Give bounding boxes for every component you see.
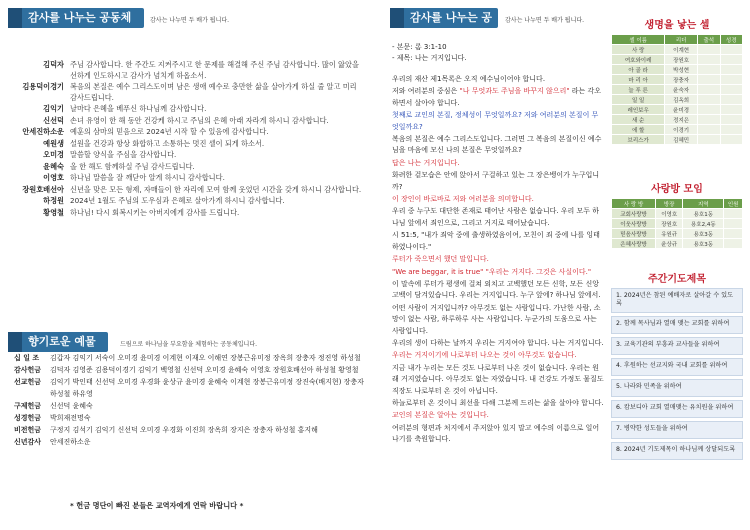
sermon-body xyxy=(392,74,605,447)
love-title: 사랑방 모임 xyxy=(651,184,703,195)
love-cell: 은혜사랑방 xyxy=(612,239,656,249)
sermon-paragraph xyxy=(392,158,605,169)
cell-cell xyxy=(698,105,720,115)
cell-row xyxy=(612,75,743,85)
gratitude-row xyxy=(18,139,363,150)
cell-cell xyxy=(698,65,720,75)
cell-cell: 아 골 라 xyxy=(612,65,665,75)
sermon-paragraph xyxy=(392,267,605,278)
offering-row xyxy=(14,400,364,412)
gratitude-row xyxy=(18,82,363,103)
cell-cell xyxy=(720,55,743,65)
sermon-paragraph xyxy=(392,350,605,361)
cell-cell: 윤미경 xyxy=(665,105,698,115)
love-header-cell: 지역 xyxy=(683,199,724,209)
offering-row xyxy=(14,364,364,376)
sermon-paragraph xyxy=(392,74,605,85)
sermon-paragraph xyxy=(392,170,605,193)
cell-row xyxy=(612,95,743,105)
cell-cell xyxy=(698,85,720,95)
sermon-text: "We are beggar, it is true" "우리는 거지다. 그것은 사실이다." xyxy=(392,267,592,276)
love-cell: 용호2,4동 xyxy=(683,219,724,229)
sermon-text: 복음의 본질은 예수 그리스도입니다. 그러면 그 복음의 본질이신 예수님을 마음에 모신 나의 본질은 무엇일까요? xyxy=(392,135,602,155)
offering-row xyxy=(14,424,364,436)
sermon-paragraph xyxy=(392,338,605,349)
gratitude-row xyxy=(18,208,363,219)
sermon-text: 지금 내가 누리는 모든 것도 나로부터 나온 것이 없습니다. 우리는 원래 거지였습니다. 아무것도 없는 자였습니다. 내 건강도 가정도 물질도 직장도 나로부터 온 것이 아닙니다. xyxy=(392,363,604,395)
cell-cell: 에 할 xyxy=(612,125,665,135)
cell-cell: 여호와이레 xyxy=(612,55,665,65)
cell-cell: 이경기 xyxy=(665,125,698,135)
love-cell: 이영호 xyxy=(656,209,683,219)
offering-row xyxy=(14,436,364,448)
cell-cell xyxy=(698,55,720,65)
sermon-text: 교인의 본질은 알아는 것입니다. xyxy=(392,411,489,420)
offering-name: 성경헌금 xyxy=(14,414,42,422)
cell-cell xyxy=(698,135,720,145)
love-cell: 윤상규 xyxy=(656,239,683,249)
cell-row xyxy=(612,115,743,125)
prayer-item: 8. 2024년 기도제목이 하나님께 상달되도록 xyxy=(611,442,743,460)
sermon-text: 우리 중 누구도 대단한 존재로 태어난 사람은 없습니다. 우리 모두 하나님 앞에서 죄인으로, 그리고 거지로 태어났습니다. xyxy=(392,207,600,227)
gratitude-text: 손녀 유영이 한 해 동안 건강케 하시고 주님의 은혜 아래 자라게 하시니 감사합니다. xyxy=(70,115,329,125)
sermon-title: - 제목: 나는 거지입니다. xyxy=(392,54,467,63)
cell-cell xyxy=(698,115,720,125)
love-cell: 믿음사랑방 xyxy=(612,229,656,239)
love-header-cell: 방장 xyxy=(656,199,683,209)
gratitude-row xyxy=(18,127,363,138)
sermon-paragraph xyxy=(392,86,605,109)
cell-header-cell: 출석 xyxy=(698,35,720,45)
love-cell: 용호3동 xyxy=(683,239,724,249)
sermon-paragraph xyxy=(392,194,605,205)
cell-row xyxy=(612,135,743,145)
cell-cell: 레인보우 xyxy=(612,105,665,115)
cell-cell xyxy=(720,65,743,75)
sermon-text: 하늘로부터 온 것이니 최선을 다해 그분께 드리는 삶을 살아야 합니다. xyxy=(392,398,604,407)
prayer-item: 4. 후원하는 선교지와 국내 교회를 위하여 xyxy=(611,358,743,376)
prayer-item: 3. 교육기관의 부흥과 교사들을 위하여 xyxy=(611,337,743,355)
offering-names: 김갑자 김익기 서숙이 오미경 윤미경 이계현 이재오 이해연 장봉근유미정 장옥희 장충자 정진영 하성철 xyxy=(50,354,361,362)
gratitude-text: 신년을 맞은 모든 형제, 자매들이 한 자리에 모여 함께 웃었던 시간을 갖게 하시니 감사합니다. xyxy=(70,184,362,194)
cell-table xyxy=(611,34,743,145)
love-cell: 장원호 xyxy=(656,219,683,229)
gratitude-row xyxy=(18,104,363,115)
offering-header-text: 향기로운 예물 xyxy=(28,335,96,348)
gratitude-name: 김익기 xyxy=(43,104,64,113)
prayer-item: 5. 나라와 민족을 위하여 xyxy=(611,379,743,397)
cell-header-cell: 리더 xyxy=(665,35,698,45)
gratitude-name: 안세진하소운 xyxy=(22,127,64,136)
gratitude-text: 예훈의 삼마의 믿음으로 2024년 시작 할 수 있음에 감사합니다. xyxy=(70,127,269,136)
offering-name: 십 일 조 xyxy=(14,354,40,362)
offering-names: 구정지 김석기 김익기 신선덕 오미경 우경화 이진희 장옥희 장지은 장충자 하성철 홍지해 xyxy=(50,426,318,434)
gratitude-row xyxy=(18,185,363,196)
offering-row xyxy=(14,412,364,424)
prayer-title: 주간기도제목 xyxy=(648,274,706,285)
cell-cell xyxy=(720,75,743,85)
love-cell xyxy=(724,209,743,219)
gratitude-name: 김덕자 xyxy=(43,60,64,69)
prayer-item: 6. 캄보디아 교회 열매맺는 유치원을 위하여 xyxy=(611,400,743,418)
middle-header xyxy=(390,8,498,44)
sermon-meta xyxy=(392,42,605,65)
gratitude-text: 복음의 본질은 예수 그리스도이며 남은 생애 예수로 충만한 삶을 살아가게 하실 줄 알고 미리 감사드립니다. xyxy=(70,82,357,102)
sermon-paragraph xyxy=(392,206,605,229)
header-marker xyxy=(8,332,22,352)
cell-cell xyxy=(698,125,720,135)
sermon-paragraph xyxy=(392,363,605,397)
cell-cell xyxy=(720,115,743,125)
gratitude-row xyxy=(18,150,363,161)
sermon-scripture: - 본문: 롬 3:1-10 xyxy=(392,43,447,51)
sermon-text: 우리의 생이 다하는 날까지 우리는 거지여야 합니다. 나는 거지입니다. xyxy=(392,338,604,347)
thanks-subtitle: 감사는 나누면 두 배가 됩니다. xyxy=(150,17,230,24)
cell-cell: 마 리 아 xyxy=(612,75,665,85)
love-cell: 유원규 xyxy=(656,229,683,239)
gratitude-row xyxy=(18,196,363,207)
love-cell xyxy=(724,239,743,249)
offering-name: 신년감사 xyxy=(14,438,42,446)
gratitude-name: 황영철 xyxy=(43,207,64,217)
cell-cell: 브리스가 xyxy=(612,135,665,145)
love-header-cell: 인원 xyxy=(724,199,743,209)
gratitude-text: 주님 감사합니다. 한 주간도 지켜주시고 한 문제를 해결해 주신 주님 감사합니다. 많이 앓았을 선하게 인도하시고 감사가 넘치게 하옵소서. xyxy=(70,60,359,80)
gratitude-name: 예원생 xyxy=(43,138,64,148)
sermon-text: 라는 각오하면서 살아야 합니다. xyxy=(392,87,602,107)
prayer-list xyxy=(611,288,743,460)
love-row xyxy=(612,209,743,219)
sermon-text: 화려한 겉모습은 안에 앉아서 구걸하고 있는 그 장은뱅이가 누구입니까? xyxy=(392,171,600,191)
cell-header-cell: 셀 이름 xyxy=(612,35,665,45)
sermon-text: 저와 여러분의 중심은 xyxy=(392,87,460,96)
cell-cell xyxy=(720,135,743,145)
cell-cell xyxy=(720,125,743,135)
sermon-text: 여러분의 형편과 처지에서 주저앉아 있지 말고 예수의 이름으로 일어나기를 축원합니다. xyxy=(392,423,600,444)
love-table xyxy=(611,198,743,249)
offering-names: 김덕자 김영준 김용덕이경기 김익기 백영철 신선덕 오미경 윤혜숙 이영호 장원호배선아 하성철 황영철 xyxy=(50,366,359,374)
sermon-text: 우리는 거지이기에 나로부터 나오는 것이 아무것도 없습니다. xyxy=(392,351,577,360)
offering-names: 김익기 박인태 신선덕 오미경 우경화 윤상규 윤미경 윤혜숙 이계현 장봉근유미정 장진숙(배지현) 장충자 하성철 하유영 xyxy=(50,378,364,398)
gratitude-text: 날마다 은혜을 베푸신 하나님께 감사합니다. xyxy=(70,104,207,113)
love-cell: 용호1동 xyxy=(683,209,724,219)
love-section xyxy=(611,180,743,249)
sermon-text: 우리의 재산 제1목록은 오직 예수님이어야 합니다. xyxy=(392,75,546,83)
gratitude-row xyxy=(18,173,363,184)
gratitude-name: 장원호배선아 xyxy=(22,184,64,194)
gratitude-text: 말씀할 양식을 주심을 감사합니다. xyxy=(70,150,177,159)
cell-cell xyxy=(720,95,743,105)
prayer-section xyxy=(611,276,743,463)
cell-cell: 사 랑 xyxy=(612,45,665,55)
gratitude-row xyxy=(18,60,363,81)
cell-cell: 윤숙자 xyxy=(665,85,698,95)
cell-title: 생명을 낳는 셀 xyxy=(644,20,710,31)
offering-row xyxy=(14,376,364,400)
cell-cell: 장원호 xyxy=(665,55,698,65)
cell-cell xyxy=(698,45,720,55)
love-cell: 용호3동 xyxy=(683,229,724,239)
cell-cell: 늘 푸 른 xyxy=(612,85,665,95)
love-row xyxy=(612,239,743,249)
cell-row xyxy=(612,105,743,115)
cell-row xyxy=(612,125,743,135)
gratitude-name: 신선덕 xyxy=(43,115,64,125)
gratitude-row xyxy=(18,116,363,127)
header-marker xyxy=(8,8,22,28)
gratitude-row xyxy=(18,162,363,173)
sermon-paragraph xyxy=(392,110,605,133)
gratitude-text: 올 한 해도 함께하실 주님 감사드립니다. xyxy=(70,161,195,171)
cell-cell: 박성현 xyxy=(665,65,698,75)
cell-cell xyxy=(720,45,743,55)
sermon-paragraph xyxy=(392,423,605,446)
cell-cell: 김옥희 xyxy=(665,95,698,105)
sermon-text: 이 말속에 루터가 평생에 걸쳐 외치고 고백했던 모든 신학, 모든 신앙고백이 담겨있습니다. 우리는 거지입니다. 누구 앞에? 하나님 앞에서. xyxy=(392,279,601,300)
cell-cell xyxy=(720,85,743,95)
cell-section xyxy=(611,16,743,145)
sermon-text: 어떤 사람이 거지입니까? 아무것도 없는 사람입니다. 가난한 사람, 소망이 없는 사람, 하루하루 사는 사람입니다. 누군가의 도움으로 사는 사람입니다. xyxy=(392,303,601,335)
cell-cell xyxy=(720,105,743,115)
offering-row xyxy=(14,352,364,364)
offering-name: 선교헌금 xyxy=(14,378,42,386)
prayer-item: 1. 2024년은 참된 예배자로 살아갈 수 있도록 xyxy=(611,288,743,313)
gratitude-name: 윤혜숙 xyxy=(43,161,64,171)
sermon-paragraph xyxy=(392,230,605,253)
thanks-header-text: 감사를 나누는 공동체 xyxy=(28,11,132,24)
gratitude-text: 2024년 1월도 주님의 도우심과 은혜로 살아가게 하시니 감사합니다. xyxy=(70,196,285,205)
love-row xyxy=(612,219,743,229)
offering-names: 신선덕 윤혜숙 xyxy=(50,402,93,410)
cell-cell: 일 일 xyxy=(612,95,665,105)
cell-header-cell: 성경 xyxy=(720,35,743,45)
prayer-item: 2. 함께 목사님과 열매 맺는 교회를 위하여 xyxy=(611,316,743,334)
cell-cell: 김혜민 xyxy=(665,135,698,145)
cell-cell: 이계현 xyxy=(665,45,698,55)
gratitude-text: 하나님! 다시 회복시키는 아버지에게 감사를 드립니다. xyxy=(70,207,240,217)
cell-row xyxy=(612,45,743,55)
offering-name: 비전헌금 xyxy=(14,426,42,434)
middle-subtitle: 감사는 나누면 두 배가 됩니다. xyxy=(505,17,585,24)
prayer-item: 7. 병약한 성도들을 위하여 xyxy=(611,421,743,439)
sermon-paragraph xyxy=(392,254,605,265)
gratitude-text: 설원을 건강과 항상 화합하고 소통하는 멋진 셀이 되게 하소서. xyxy=(70,138,265,148)
sermon-text: 루터가 죽으면서 했던 말입니다. xyxy=(392,255,489,264)
cell-row xyxy=(612,85,743,95)
cell-cell: 장충자 xyxy=(665,75,698,85)
offering-names: 박희재전명숙 xyxy=(50,414,91,422)
sermon-text: 답은 나는 거지입니다. xyxy=(392,158,460,167)
love-cell: 교회사랑방 xyxy=(612,209,656,219)
love-row xyxy=(612,229,743,239)
offering-subtitle: 드림으로 하나님을 부요함을 체험하는 공동체입니다. xyxy=(120,341,258,348)
gratitude-list xyxy=(18,60,363,219)
gratitude-name: 이영호 xyxy=(43,173,64,182)
sermon-text: 이 장인이 바로바로 저와 여러분을 의미합니다. xyxy=(392,195,534,204)
offering-names: 안세진하소운 xyxy=(50,438,91,446)
cell-cell xyxy=(698,75,720,85)
cell-cell: 정지은 xyxy=(665,115,698,125)
offering-footnote: * 헌금 명단이 빠진 분들은 교역자에게 연락 바랍니다 * xyxy=(70,501,244,510)
middle-header-text: 감사를 나누는 공동체 xyxy=(398,11,493,44)
sermon-paragraph xyxy=(392,410,605,421)
sermon-text: "나 무엇과도 주님을 바꾸지 않으리" xyxy=(459,87,572,96)
cell-row xyxy=(612,55,743,65)
cell-row xyxy=(612,65,743,75)
love-cell xyxy=(724,219,743,229)
offering-name: 감사헌금 xyxy=(14,366,42,374)
cell-cell: 새 순 xyxy=(612,115,665,125)
love-cell xyxy=(724,229,743,239)
gratitude-name: 오미경 xyxy=(43,150,64,159)
gratitude-name: 하정원 xyxy=(43,196,64,205)
header-marker xyxy=(390,8,404,28)
offering-list xyxy=(14,352,364,448)
offering-name: 구제헌금 xyxy=(14,402,42,410)
love-cell: 이웃사랑방 xyxy=(612,219,656,229)
sermon-paragraph xyxy=(392,303,605,337)
thanks-header xyxy=(8,8,144,28)
sermon-text: 시 51:5, "내가 죄악 중에 출생하였음이여, 모친이 죄 중에 나를 잉태하였나이다." xyxy=(392,231,600,251)
sermon-paragraph xyxy=(392,279,605,302)
gratitude-name: 김용덕이경기 xyxy=(22,82,64,91)
sermon-text: 첫째로 교인의 본질, 정체성이 무엇일까요? 저와 여러분의 본질이 무엇일까요? xyxy=(392,111,599,131)
sermon-paragraph xyxy=(392,398,605,409)
cell-cell xyxy=(698,95,720,105)
sermon-paragraph xyxy=(392,134,605,157)
offering-header xyxy=(8,332,108,352)
love-header-cell: 사 랑 방 xyxy=(612,199,656,209)
gratitude-text: 하나님 말씀을 잘 깨닫아 알게 하시니 감사합니다. xyxy=(70,173,225,182)
